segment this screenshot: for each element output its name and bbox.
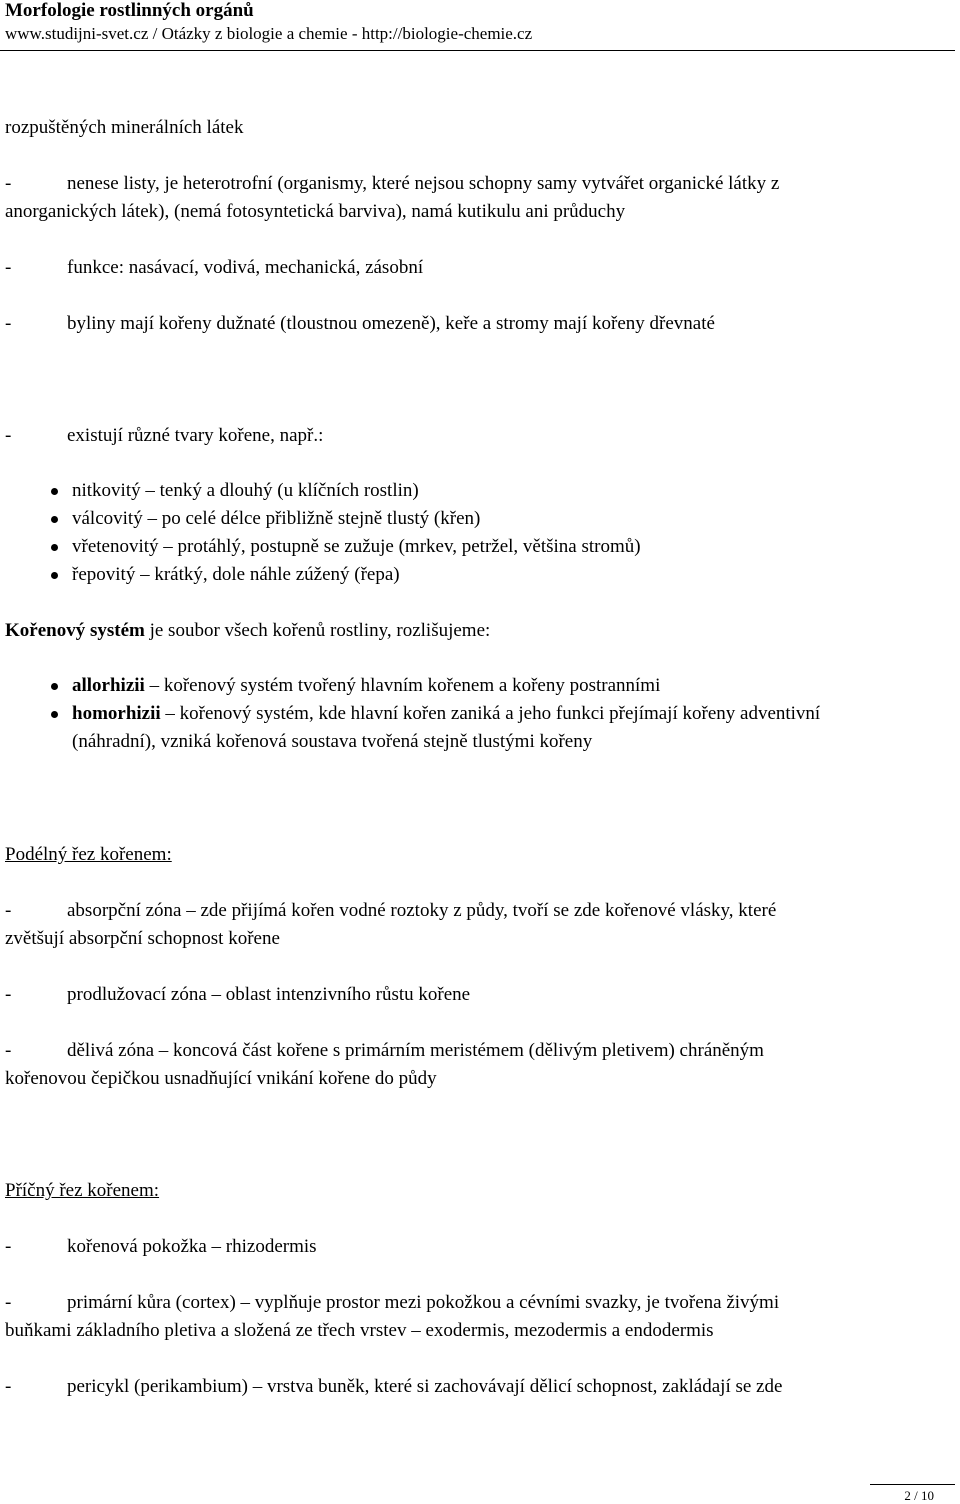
bullet-icon [51, 683, 58, 690]
page-number: 2 / 10 [904, 1488, 934, 1503]
dash-marker: - [5, 313, 12, 334]
dash-marker: - [5, 425, 12, 446]
bullet-item: řepovitý – krátký, dole náhle zúžený (řepa) [72, 564, 400, 585]
bullet-item [72, 672, 660, 700]
dash-marker: - [5, 1236, 12, 1257]
bullet-icon [51, 572, 58, 579]
bullet-definition: – kořenový systém, kde hlavní kořen zaniká a jeho funkci přejímají kořeny adventivní [160, 703, 821, 724]
list-item-continuation: anorganických látek), (nemá fotosyntetická barviva), namá kutikulu ani průduchy [5, 201, 626, 222]
header-divider [0, 50, 955, 51]
list-item: nenese listy, je heterotrofní (organismy, které nejsou schopny samy vytvářet organické látky z [67, 173, 780, 194]
bullet-icon [51, 516, 58, 523]
list-item: prodlužovací zóna – oblast intenzivního růstu kořene [67, 984, 471, 1005]
list-item-continuation: zvětšují absorpční schopnost kořene [5, 928, 280, 949]
section-heading-longitudinal: Podélný řez kořenem: [5, 844, 172, 865]
list-item: funkce: nasávací, vodivá, mechanická, zásobní [67, 257, 424, 278]
dash-marker: - [5, 900, 12, 921]
dash-marker: - [5, 173, 12, 194]
bullet-item: nitkovitý – tenký a dlouhý (u klíčních rostlin) [72, 480, 419, 501]
list-item: absorpční zóna – zde přijímá kořen vodné roztoky z půdy, tvoří se zde kořenové vlásky, které [67, 900, 777, 921]
list-item: existují různé tvary kořene, např.: [67, 425, 324, 446]
page-header [5, 0, 955, 45]
intro-line: rozpuštěných minerálních látek [5, 117, 244, 138]
list-item: byliny mají kořeny dužnaté (tloustnou omezeně), keře a stromy mají kořeny dřevnaté [67, 313, 715, 334]
list-item: kořenová pokožka – rhizodermis [67, 1236, 317, 1257]
dash-marker: - [5, 984, 12, 1005]
bullet-item [72, 700, 820, 728]
dash-marker: - [5, 1376, 12, 1397]
bullet-definition: – kořenový systém tvořený hlavním kořenem a kořeny postranními [144, 675, 661, 696]
dash-marker: - [5, 257, 12, 278]
list-item: primární kůra (cortex) – vyplňuje prostor mezi pokožkou a cévními svazky, je tvořena živými [67, 1292, 780, 1313]
root-system-paragraph [5, 617, 490, 645]
bullet-icon [51, 488, 58, 495]
bullet-term: homorhizii [72, 703, 161, 724]
dash-marker: - [5, 1292, 12, 1313]
bullet-icon [51, 544, 58, 551]
list-item-continuation: buňkami základního pletiva a složená ze třech vrstev – exodermis, mezodermis a endodermis [5, 1320, 714, 1341]
bullet-item: vřetenovitý – protáhlý, postupně se zužuje (mrkev, petržel, většina stromů) [72, 536, 641, 557]
bullet-item: válcovitý – po celé délce přibližně stejně tlustý (křen) [72, 508, 481, 529]
document-title: Morfologie rostlinných orgánů [5, 0, 254, 21]
root-system-definition: je soubor všech kořenů rostliny, rozlišujeme: [144, 620, 491, 641]
list-item-continuation: kořenovou čepičkou usnadňující vnikání kořene do půdy [5, 1068, 437, 1089]
bullet-term: allorhizii [72, 675, 145, 696]
footer-divider [870, 1484, 955, 1485]
bullet-item-continuation: (náhradní), vzniká kořenová soustava tvořená stejně tlustými kořeny [72, 731, 593, 752]
section-heading-transverse: Příčný řez kořenem: [5, 1180, 160, 1201]
root-system-term: Kořenový systém [5, 620, 145, 641]
list-item: dělivá zóna – koncová část kořene s primárním meristémem (dělivým pletivem) chráněným [67, 1040, 764, 1061]
dash-marker: - [5, 1040, 12, 1061]
list-item: pericykl (perikambium) – vrstva buněk, které si zachovávají dělicí schopnost, zakládají se zde [67, 1376, 783, 1397]
bullet-icon [51, 711, 58, 718]
source-line: www.studijni-svet.cz / Otázky z biologie a chemie - http://biologie-chemie.cz [5, 24, 533, 43]
